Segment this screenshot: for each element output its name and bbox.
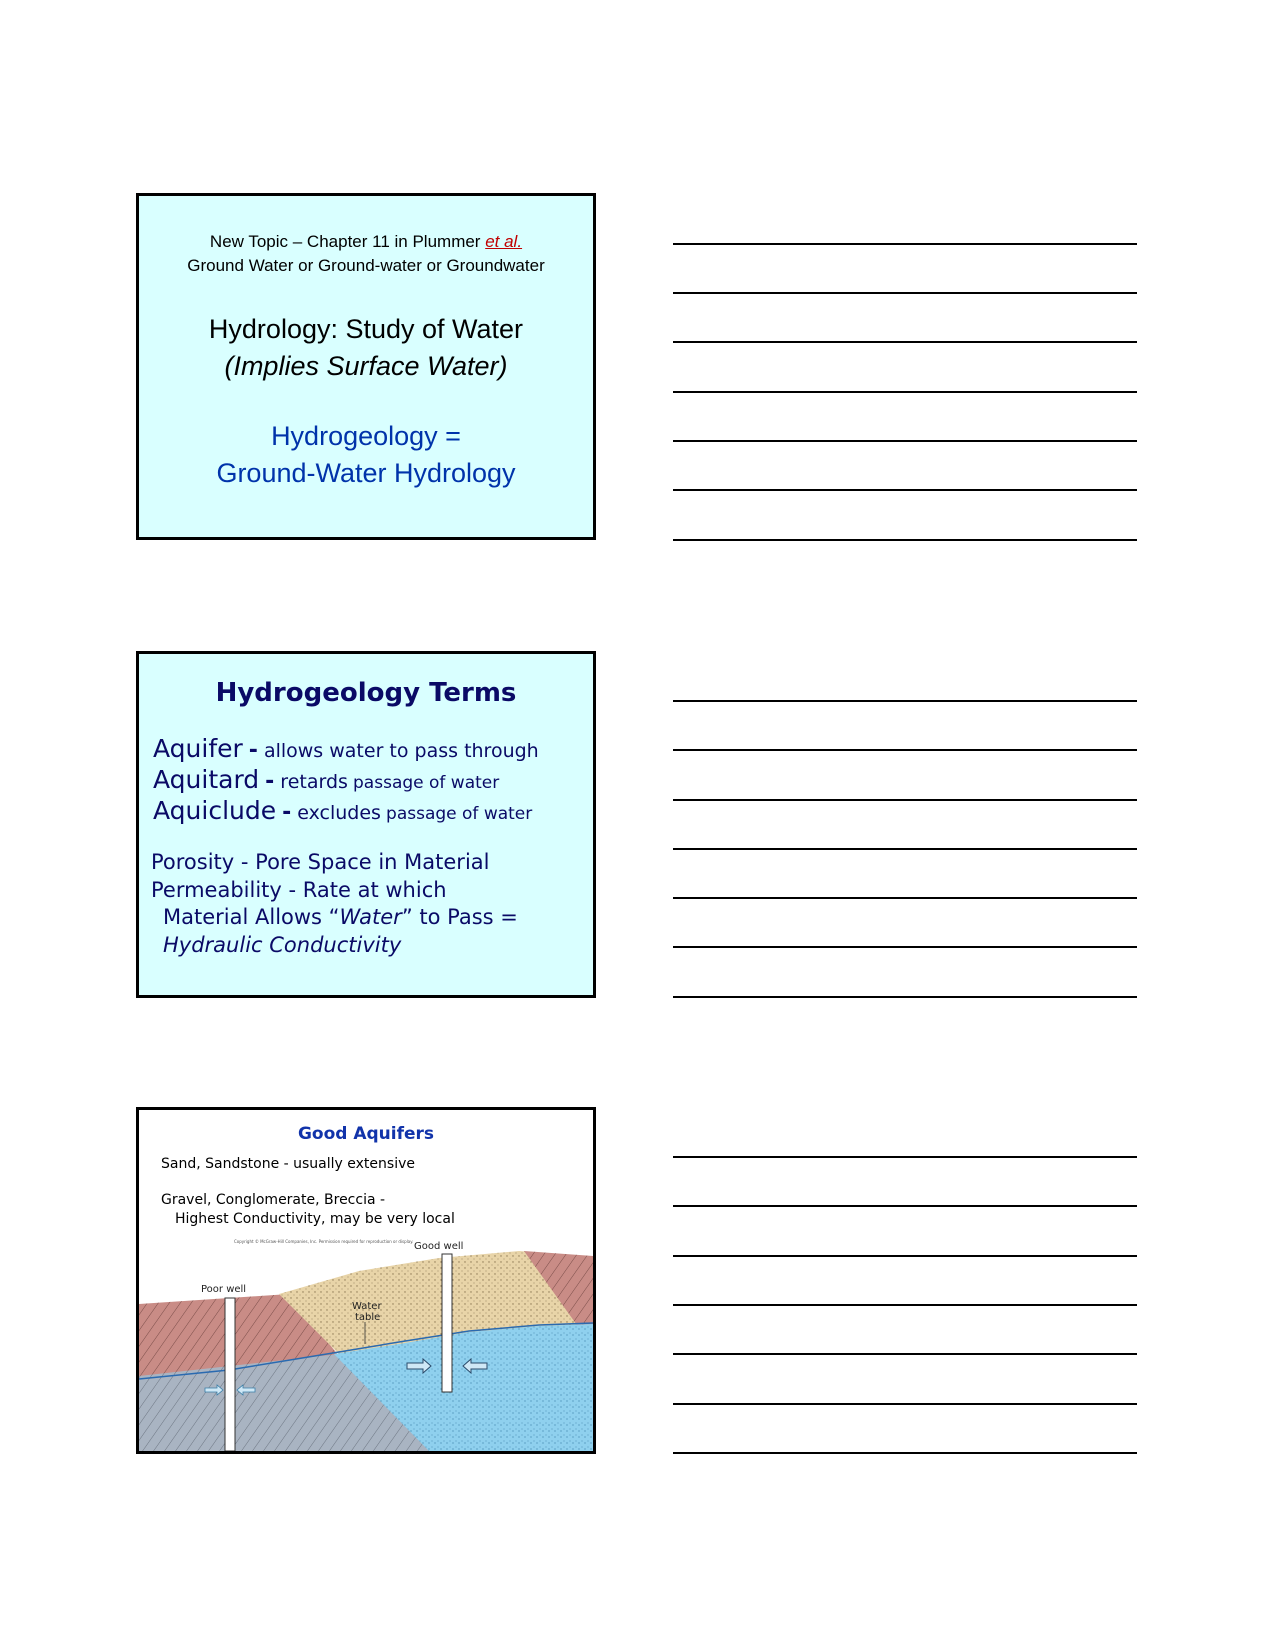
aquifer-gravel: Gravel, Conglomerate, Breccia -: [161, 1192, 386, 1208]
aquifer-well-diagram: [139, 1236, 593, 1451]
note-line: [673, 848, 1137, 850]
permeability-line-2: [163, 905, 518, 929]
note-line: [673, 1304, 1137, 1306]
note-line: [673, 440, 1137, 442]
hydrogeology-line-2: Ground-Water Hydrology: [216, 458, 516, 488]
term-rest: passage of water: [353, 773, 500, 793]
aquifer-gravel-detail: Highest Conductivity, may be very local: [175, 1211, 455, 1227]
good-aquifers-title: Good Aquifers: [297, 1124, 435, 1144]
hydraulic-conductivity-text: Hydraulic Conductivity: [163, 933, 402, 957]
ground-water-spellings: Ground Water or Ground-water or Groundwater: [187, 256, 545, 275]
term-definition: allows water to pass through: [263, 740, 539, 762]
reference-et-al: et al.: [485, 232, 523, 251]
slide-3-good-aquifers: [136, 1107, 596, 1454]
permeability-definition: Permeability - Rate at which: [151, 878, 447, 902]
term-rest: passage of water: [386, 804, 533, 824]
hydraulic-conductivity: [163, 933, 401, 957]
note-line: [673, 1205, 1137, 1207]
porosity-definition: Porosity - Pore Space in Material: [151, 850, 490, 874]
diagram-copyright: Copyright © McGraw-Hill Companies, Inc. Permission required for reproduction or display.: [234, 1239, 414, 1244]
good-well-label: Good well: [414, 1241, 464, 1252]
hydrology-title: Hydrology: Study of Water: [208, 314, 524, 344]
note-line: [673, 1403, 1137, 1405]
note-line: [673, 996, 1137, 998]
poor-well-label: Poor well: [201, 1284, 247, 1295]
note-line: [673, 946, 1137, 948]
note-line: [673, 489, 1137, 491]
note-line: [673, 700, 1137, 702]
term-separator: -: [282, 800, 292, 825]
term-aquitard: [153, 765, 499, 794]
note-line: [673, 391, 1137, 393]
term-aquiclude: [153, 796, 532, 825]
terms-title: Hydrogeology Terms: [215, 678, 517, 708]
term-verb: retards: [280, 771, 348, 793]
note-line: [673, 1452, 1137, 1454]
term-word: Aquitard: [153, 765, 260, 794]
perm-water-word: Water: [339, 905, 402, 929]
term-verb: excludes: [297, 802, 381, 824]
note-line: [673, 1255, 1137, 1257]
note-line: [673, 1353, 1137, 1355]
term-aquifer: [153, 734, 539, 763]
perm-text-b: ” to Pass =: [401, 905, 518, 929]
hydrogeology-line-1: Hydrogeology =: [271, 421, 461, 451]
hydrology-subtitle: (Implies Surface Water): [224, 351, 508, 381]
note-line: [673, 243, 1137, 245]
good-well-shaft: [442, 1254, 452, 1392]
aquifer-sand: Sand, Sandstone - usually extensive: [161, 1156, 415, 1172]
slide-2-hydrogeology-terms: [136, 651, 596, 998]
note-line: [673, 749, 1137, 751]
poor-well-shaft: [225, 1298, 235, 1451]
note-line: [673, 799, 1137, 801]
term-separator: -: [248, 738, 258, 763]
term-word: Aquiclude: [153, 796, 277, 825]
perm-text-a: Material Allows “: [163, 905, 340, 929]
note-line: [673, 292, 1137, 294]
note-line: [673, 897, 1137, 899]
water-table-label-1: Water: [352, 1301, 382, 1312]
note-line: [673, 1156, 1137, 1158]
note-line: [673, 341, 1137, 343]
topic-text: New Topic – Chapter 11 in Plummer: [209, 232, 486, 251]
water-table-label-2: table: [355, 1312, 381, 1323]
term-separator: -: [265, 769, 275, 794]
topic-line: [139, 232, 593, 252]
note-line: [673, 539, 1137, 541]
slide-1-hydrology: [136, 193, 596, 540]
term-word: Aquifer: [153, 734, 243, 763]
